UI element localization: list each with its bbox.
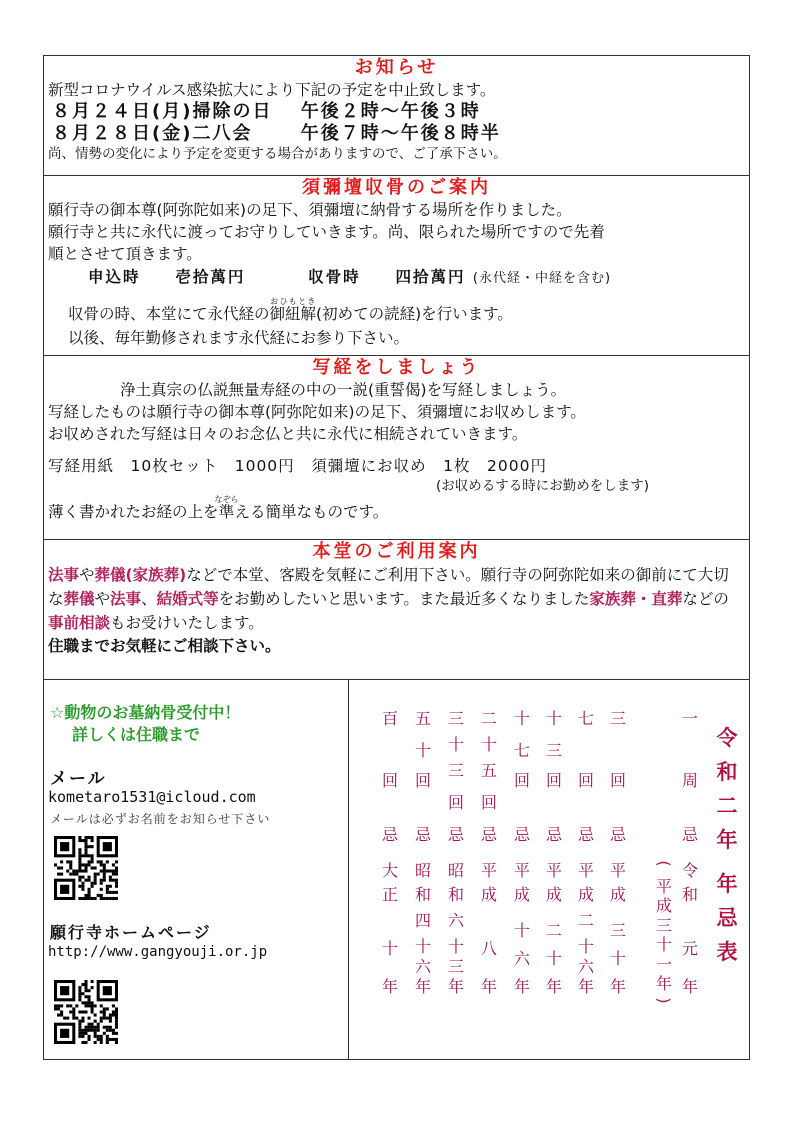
- nenki-char: 六: [513, 949, 530, 968]
- nenki-char: 年: [381, 977, 398, 996]
- nenki-char: 六: [414, 957, 431, 976]
- nenki-char: 三: [447, 709, 464, 728]
- fee-note: (永代経・中経を含む): [472, 271, 612, 286]
- flyer-frame: [43, 55, 750, 1060]
- nenki-char: 年: [577, 977, 594, 996]
- nenki-table: [349, 680, 751, 1059]
- hondo-title: 本堂のご利用案内: [312, 541, 481, 562]
- nenki-char: 正: [381, 885, 398, 904]
- nenki-char: 回: [513, 771, 530, 790]
- nenki-char: 年: [681, 977, 698, 996]
- nenki-title-char: 表: [716, 940, 738, 964]
- nenki-title-char: 年: [716, 828, 738, 852]
- nenki-char: 三: [545, 741, 562, 760]
- shumidan-p3: 順とさせて頂きます。: [48, 245, 202, 263]
- nenki-title-char: 令: [716, 726, 738, 750]
- nenki-char: 六: [447, 911, 464, 930]
- nenki-char: 回: [609, 771, 626, 790]
- qr-code-icon[interactable]: [54, 980, 118, 1044]
- event-cleaning: ８月２４日(月)掃除の日 午後２時～午後３時: [52, 101, 481, 122]
- nenki-char: 二: [577, 911, 594, 930]
- nenki-char: 成: [609, 885, 626, 904]
- mail-address[interactable]: kometaro1531@icloud.com: [48, 788, 256, 806]
- nenki-char: 忌: [414, 825, 431, 844]
- nenki-title-char: 忌: [716, 906, 738, 930]
- nenki-char: 年: [655, 974, 672, 993]
- ruby-ohimotoki: 御紐解おひもとき: [269, 297, 317, 323]
- nenki-char: 成: [545, 885, 562, 904]
- ruby-nazoraeru: 準なぞら: [214, 495, 239, 521]
- nenki-char: 平: [513, 861, 530, 880]
- nenki-char: 昭: [414, 861, 431, 880]
- nenki-char: 平: [545, 861, 562, 880]
- fee-apply-value: 壱拾萬円: [175, 268, 246, 286]
- nenki-char: 成: [577, 885, 594, 904]
- nenki-char: 回: [381, 771, 398, 790]
- contact-panel: [44, 680, 349, 1059]
- nenki-char: 成: [480, 885, 497, 904]
- nenki-char: 成: [655, 896, 672, 915]
- nenki-title-char: 年: [716, 872, 738, 896]
- nenki-char: 三: [609, 921, 626, 940]
- nenki-char: 忌: [609, 825, 626, 844]
- nenki-char: 和: [447, 885, 464, 904]
- nenki-char: 七: [513, 741, 530, 760]
- nenki-char: 十: [447, 735, 464, 754]
- nenki-char: 十: [381, 939, 398, 958]
- nenki-char: 忌: [681, 825, 698, 844]
- nenki-char: 年: [609, 977, 626, 996]
- nenki-char: 忌: [513, 825, 530, 844]
- homepage-label: 願行寺ホームページ: [50, 923, 212, 942]
- nenki-char: 十: [513, 709, 530, 728]
- nenki-char: 五: [480, 761, 497, 780]
- nenki-title-char: 二: [716, 794, 738, 818]
- nenki-char: 忌: [480, 825, 497, 844]
- pet-notice-line2: 詳しくは住職まで: [72, 725, 201, 744]
- nenki-char: (: [654, 860, 674, 867]
- shumidan-p2: 願行寺と共に永代に渡ってお守りしていきます。尚、限られた場所ですので先着: [48, 223, 605, 241]
- notice-section: [44, 56, 749, 176]
- nenki-char: 二: [480, 709, 497, 728]
- nenki-char: 大: [381, 861, 398, 880]
- shumidan-p4: 収骨の時、本堂にて永代経の御紐解おひもとき(初めての読経)を行います。: [68, 297, 513, 323]
- nenki-char: 昭: [447, 861, 464, 880]
- nenki-char: 十: [513, 921, 530, 940]
- bottom-section: [44, 680, 749, 1059]
- shakyo-price-note: (お収めるする時にお勤めをします): [436, 478, 650, 494]
- hondo-section: [44, 540, 749, 680]
- shakyo-p4: 薄く書かれたお経の上を準なぞらえる簡単なものです。: [48, 495, 389, 521]
- shakyo-p3: お収めされた写経は日々のお念仏と共に永代に相続されていきます。: [48, 425, 528, 443]
- shakyo-price: 写経用紙 10枚セット 1000円 須彌壇にお収め 1枚 2000円: [48, 457, 547, 475]
- nenki-char: 年: [513, 977, 530, 996]
- nenki-char: 忌: [447, 825, 464, 844]
- nenki-title-char: 和: [716, 760, 738, 784]
- nenki-char: 十: [655, 935, 672, 954]
- nenki-char: 十: [414, 937, 431, 956]
- shumidan-p5: 以後、毎年勤修されます永代経にお参り下さい。: [68, 329, 410, 347]
- nenki-char: 和: [681, 885, 698, 904]
- notice-note: 尚、情勢の変化により予定を変更する場合がありますので、ご了承下さい。: [48, 146, 507, 162]
- nenki-char: 三: [609, 709, 626, 728]
- fee-row: [44, 265, 749, 291]
- hondo-text: 法事や葬儀(家族葬)などで本堂、客殿を気軽にご利用下さい。願行寺の阿弥陀如来の御前にて大切な葬儀や法事、結婚式等をお勤めしたいと思います。また最近多くなりました家族葬・直葬などの事前相談もお受けいたします。: [48, 566, 729, 632]
- mail-label: メール: [50, 769, 107, 789]
- nenki-char: 回: [447, 793, 464, 812]
- fee-collect-label: 収骨時: [308, 268, 361, 286]
- nenki-char: 七: [577, 709, 594, 728]
- nenki-char: 平: [577, 861, 594, 880]
- nenki-char: 三: [447, 761, 464, 780]
- nenki-char: ): [654, 996, 674, 1004]
- notice-text: 新型コロナウイルス感染拡大により下記の予定を中止致します。: [48, 81, 496, 99]
- fee-collect-value: 四拾萬円: [395, 268, 466, 286]
- nenki-char: 成: [513, 885, 530, 904]
- hondo-closing: 住職までお気軽にご相談下さい。: [48, 637, 281, 655]
- nenki-char: 一: [681, 709, 698, 728]
- nenki-char: 十: [545, 949, 562, 968]
- nenki-char: 百: [381, 709, 398, 728]
- nenki-char: 回: [480, 793, 497, 812]
- nenki-char: 年: [545, 977, 562, 996]
- shumidan-title: 須彌壇収骨のご案内: [302, 177, 491, 198]
- nenki-char: 忌: [381, 825, 398, 844]
- nenki-char: 平: [655, 876, 672, 896]
- shumidan-p1: 願行寺の御本尊(阿弥陀如来)の足下、須彌壇に納骨する場所を作りました。: [48, 201, 572, 219]
- nenki-char: 十: [577, 937, 594, 956]
- nenki-char: 周: [681, 771, 698, 790]
- nenki-char: 年: [480, 977, 497, 996]
- nenki-char: 十: [447, 937, 464, 956]
- mail-note: メールは必ずお名前をお知らせ下さい: [50, 812, 271, 826]
- shumidan-section: [44, 176, 749, 356]
- qr-code-icon[interactable]: [54, 836, 118, 900]
- nenki-char: 年: [414, 977, 431, 996]
- nenki-char: 忌: [545, 825, 562, 844]
- nenki-char: 二: [545, 921, 562, 940]
- nenki-char: 十: [480, 735, 497, 754]
- nenki-char: 回: [545, 771, 562, 790]
- nenki-char: 一: [655, 954, 672, 974]
- event-nihachikai: ８月２８日(金)二八会 午後７時～午後８時半: [52, 123, 501, 144]
- nenki-char: 元: [681, 939, 698, 958]
- nenki-char: 平: [480, 861, 497, 880]
- nenki-char: 忌: [577, 825, 594, 844]
- nenki-char: 和: [414, 885, 431, 904]
- nenki-char: 回: [577, 771, 594, 790]
- pet-notice-line1: ☆動物のお墓納骨受付中！: [50, 703, 241, 722]
- nenki-char: 十: [545, 709, 562, 728]
- nenki-char: 年: [447, 977, 464, 996]
- nenki-char: 三: [447, 957, 464, 976]
- nenki-char: 十: [609, 949, 626, 968]
- fee-apply-label: 申込時: [88, 268, 141, 286]
- notice-title: お知らせ: [354, 57, 439, 78]
- shakyo-p2: 写経したものは願行寺の御本尊(阿弥陀如来)の足下、須彌壇にお収めします。: [48, 403, 586, 421]
- nenki-char: 三: [655, 915, 672, 935]
- homepage-url[interactable]: http://www.gangyouji.or.jp: [48, 944, 268, 960]
- nenki-char: 五: [414, 709, 431, 728]
- nenki-char: 六: [577, 957, 594, 976]
- nenki-char: 令: [681, 861, 698, 880]
- nenki-char: 八: [480, 939, 497, 958]
- nenki-char: 四: [414, 911, 431, 930]
- nenki-char: 十: [414, 741, 431, 760]
- shakyo-p1: 浄土真宗の仏説無量寿経の中の一説(重誓偈)を写経しましょう。: [120, 381, 567, 399]
- nenki-char: 回: [414, 771, 431, 790]
- shakyo-section: [44, 356, 749, 540]
- shakyo-title: 写経をしましょう: [312, 357, 481, 378]
- nenki-char: 平: [609, 861, 626, 880]
